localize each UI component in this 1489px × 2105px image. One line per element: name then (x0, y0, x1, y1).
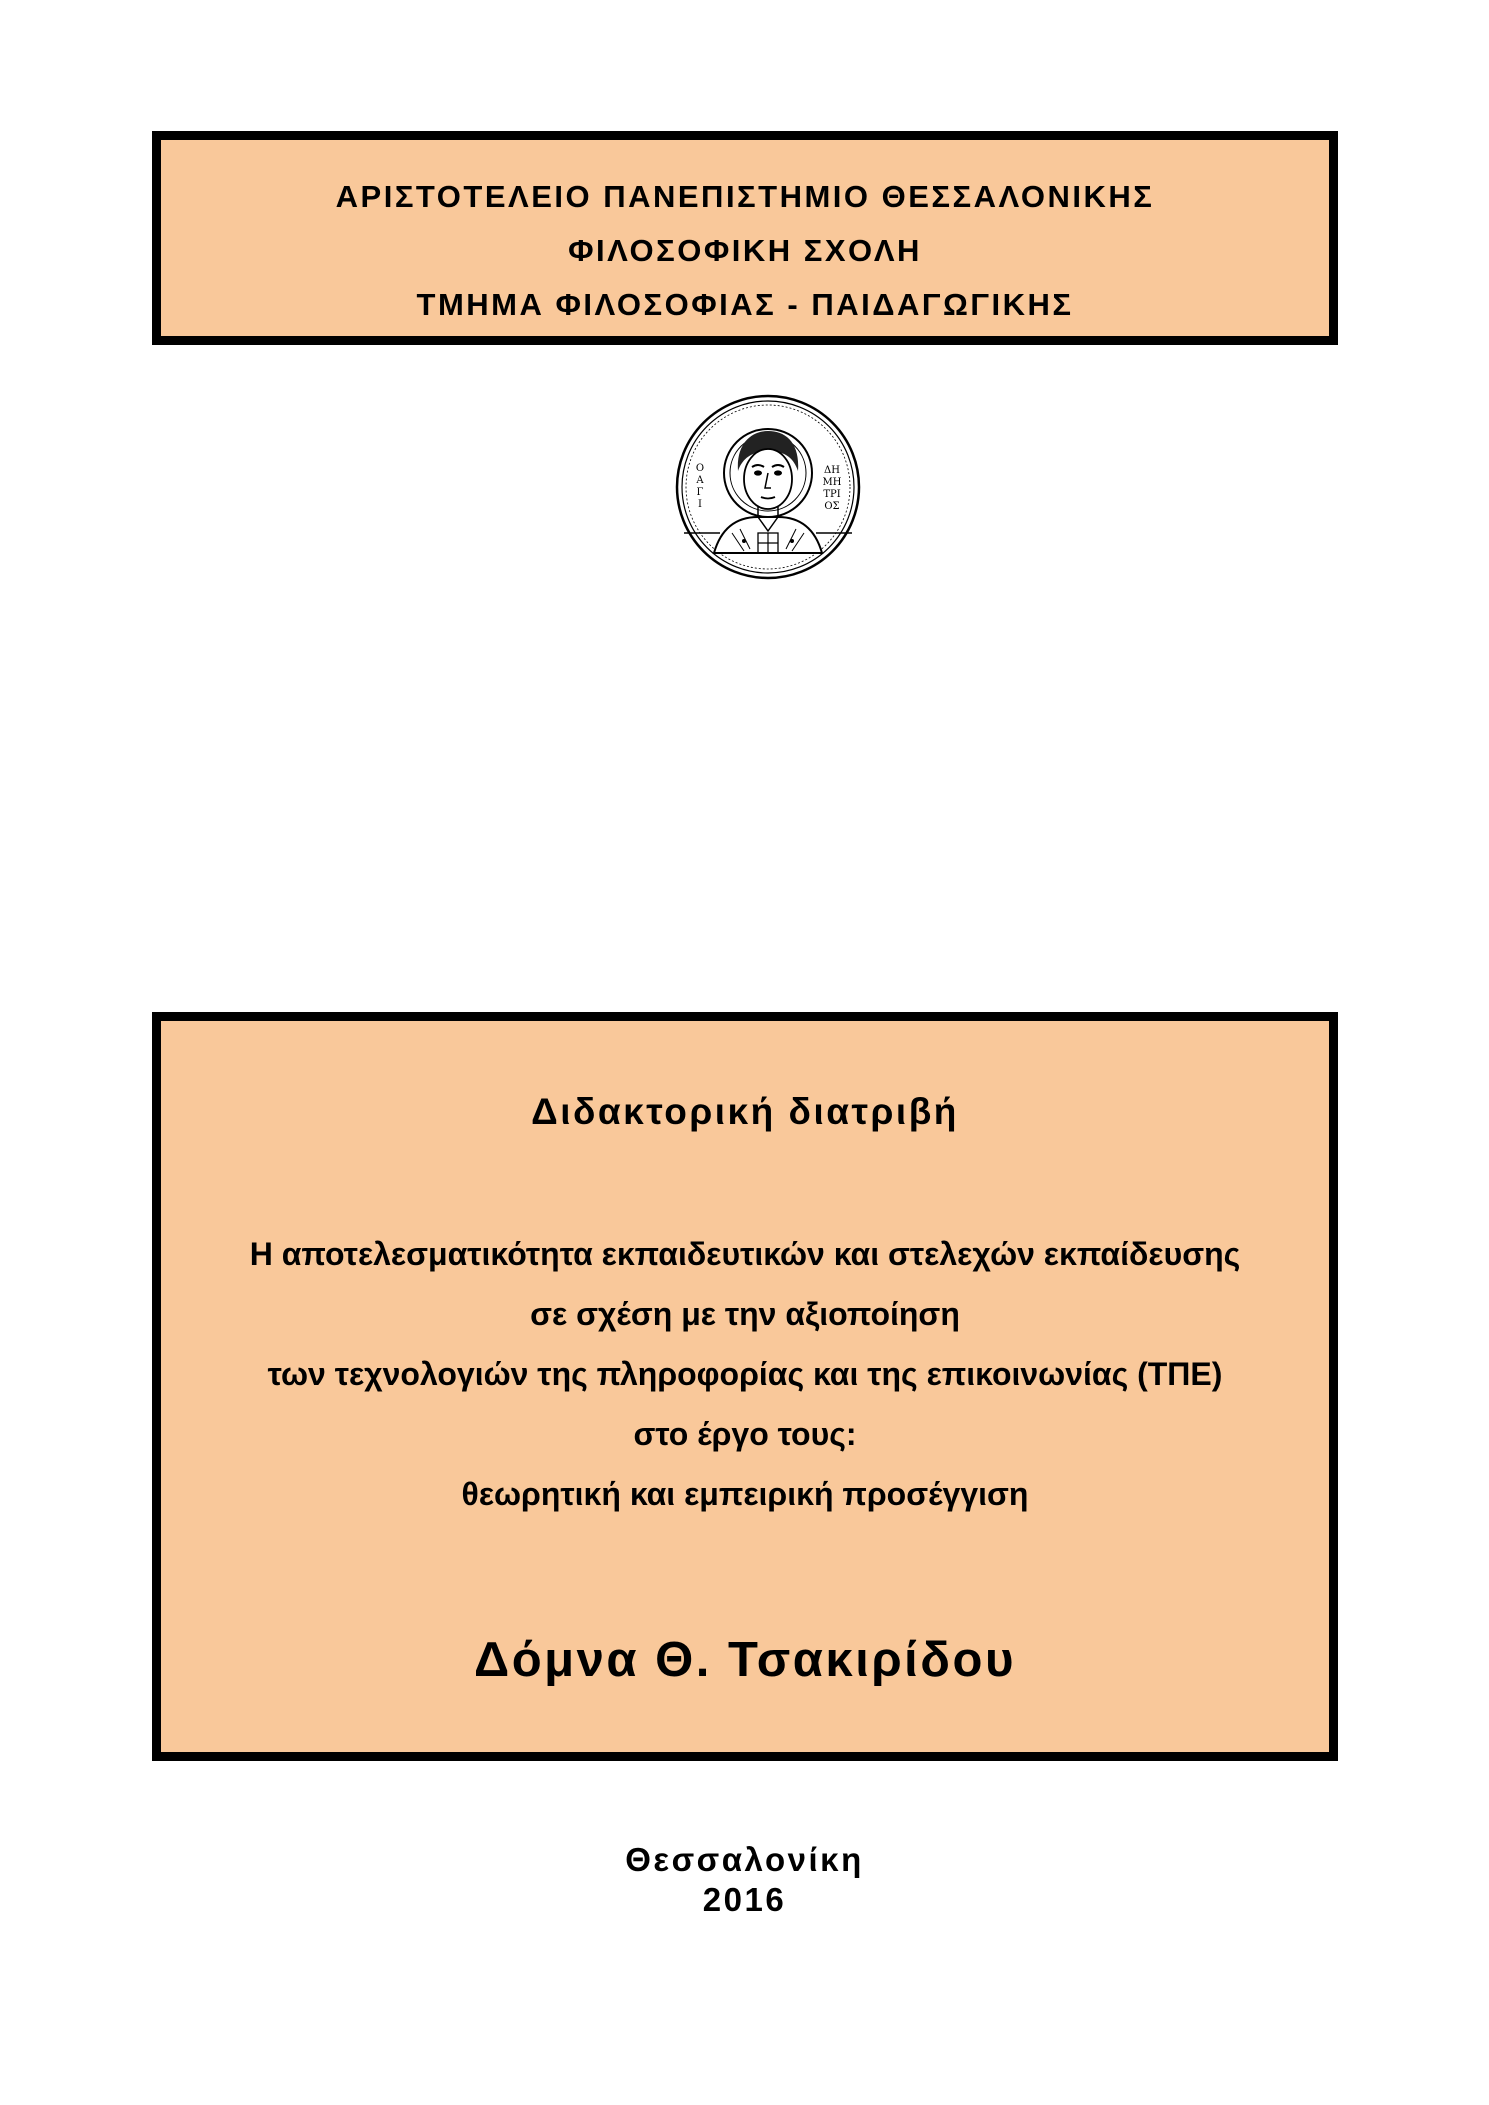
thesis-title-line: Η αποτελεσματικότητα εκπαιδευτικών και στελεχών εκπαίδευσης (249, 1236, 1241, 1272)
svg-text:Ο: Ο (695, 463, 705, 474)
university-name: ΑΡΙΣΤΟΤΕΛΕΙΟ ΠΑΝΕΠΙΣΤΗΜΙΟ ΘΕΣΣΑΛΟΝΙΚΗΣ (335, 179, 1155, 214)
svg-text:ΤΡΙ: ΤΡΙ (823, 489, 841, 500)
thesis-type: Διδακτορική διατριβή (531, 1091, 959, 1132)
thesis-title-line: θεωρητική και εμπειρική προσέγγιση (461, 1476, 1029, 1512)
publication-city: Θεσσαλονίκη (625, 1841, 864, 1878)
institution-header-box (152, 131, 1338, 345)
publication-info (0, 1840, 1489, 1920)
svg-text:Ι: Ι (698, 499, 702, 510)
thesis-title-line: των τεχνολογιών της πληροφορίας και της επικοινωνίας (ΤΠΕ) (267, 1356, 1223, 1392)
thesis-title-line: στο έργο τους: (633, 1416, 857, 1452)
thesis-title (161, 1224, 1329, 1524)
school-name: ΦΙΛΟΣΟΦΙΚΗ ΣΧΟΛΗ (568, 233, 922, 268)
thesis-info-box (152, 1012, 1338, 1761)
svg-text:Α: Α (696, 475, 704, 486)
department-name: ΤΜΗΜΑ ΦΙΛΟΣΟΦΙΑΣ - ΠΑΙΔΑΓΩΓΙΚΗΣ (416, 287, 1074, 322)
svg-text:ΜΗ: ΜΗ (822, 477, 842, 488)
author-name: Δόμνα Θ. Τσακιρίδου (474, 1633, 1016, 1687)
svg-text:ΟΣ: ΟΣ (824, 501, 840, 512)
svg-text:ΔΗ: ΔΗ (824, 465, 840, 476)
publication-year: 2016 (702, 1881, 787, 1918)
svg-text:Γ: Γ (696, 487, 704, 498)
thesis-title-line: σε σχέση με την αξιοποίηση (530, 1296, 960, 1332)
university-seal-icon (674, 393, 862, 581)
